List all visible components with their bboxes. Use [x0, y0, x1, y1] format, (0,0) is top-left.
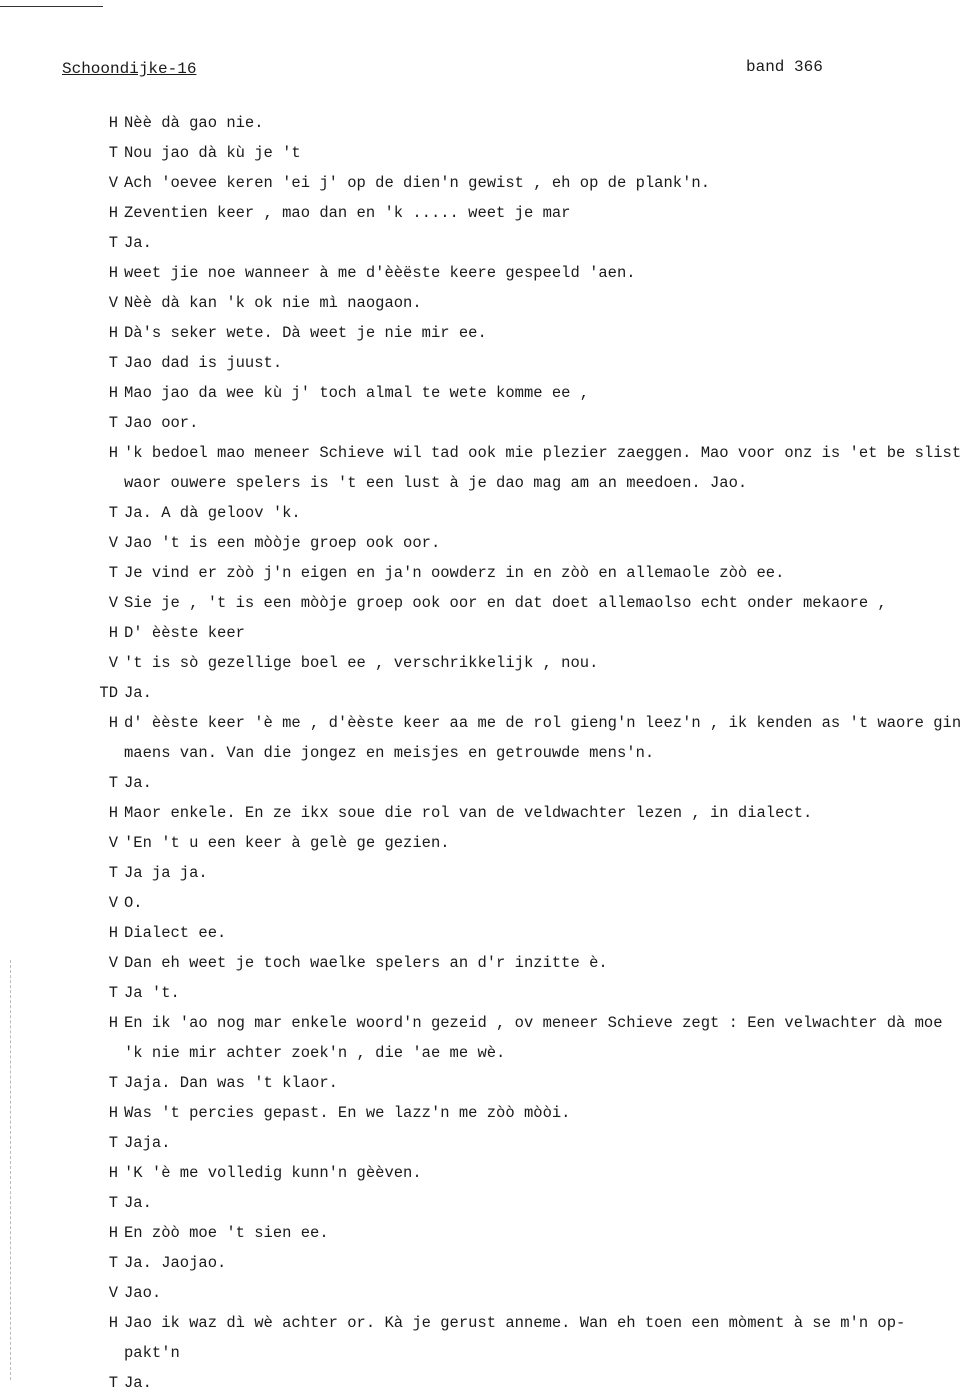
speaker-label: V	[108, 534, 118, 552]
speaker-label: T	[108, 234, 118, 252]
transcript-line	[0, 408, 973, 438]
utterance-text: Jao 't is een mòòje groep ook oor.	[124, 534, 441, 552]
utterance-text: Ja.	[124, 234, 152, 252]
speaker-label: V	[108, 894, 118, 912]
speaker-label: V	[108, 594, 118, 612]
speaker-label: T	[108, 144, 118, 162]
utterance-text: D' èèste keer	[124, 624, 245, 642]
transcript-line	[0, 1218, 973, 1248]
transcript-line	[0, 138, 973, 168]
speaker-label: H	[108, 1224, 118, 1242]
utterance-text: Was 't percies gepast. En we lazz'n me zòò mòòi.	[124, 1104, 571, 1122]
utterance-text: 'En 't u een keer à gelè ge gezien.	[124, 834, 450, 852]
speaker-label: T	[108, 504, 118, 522]
transcript-line	[0, 1098, 973, 1128]
speaker-label: H	[108, 1314, 118, 1332]
transcript-line	[0, 978, 973, 1008]
utterance-text: Ja 't.	[124, 984, 180, 1002]
transcript-line	[0, 588, 973, 618]
speaker-label: T	[108, 1374, 118, 1392]
utterance-text: En ik 'ao nog mar enkele woord'n gezeid , ov meneer Schieve zegt : Een velwachter dà moe 'k nie mir achter zoek'n , die 'ae me wè.	[124, 1014, 943, 1062]
speaker-label: V	[108, 1284, 118, 1302]
transcript-line	[0, 648, 973, 678]
transcript-line	[0, 378, 973, 408]
speaker-label: T	[108, 1254, 118, 1272]
speaker-label: T	[108, 1134, 118, 1152]
utterance-text: Je vind er zòò j'n eigen en ja'n oowderz in en zòò en allemaole zòò ee.	[124, 564, 785, 582]
speaker-label: T	[108, 864, 118, 882]
speaker-label: H	[108, 924, 118, 942]
speaker-label: TD	[99, 684, 118, 702]
speaker-label: H	[108, 714, 118, 732]
speaker-label: T	[108, 1074, 118, 1092]
speaker-label: T	[108, 1194, 118, 1212]
transcript-line	[0, 678, 973, 708]
utterance-text: En zòò moe 't sien ee.	[124, 1224, 329, 1242]
band-number: band 366	[746, 58, 823, 76]
speaker-label: T	[108, 984, 118, 1002]
speaker-label: V	[108, 294, 118, 312]
transcript-line	[0, 1368, 973, 1398]
transcript-line	[0, 768, 973, 798]
speaker-label: H	[108, 324, 118, 342]
utterance-text: Jao dad is juust.	[124, 354, 283, 372]
speaker-label: H	[108, 804, 118, 822]
utterance-text: Dan eh weet je toch waelke spelers an d'r inzitte è.	[124, 954, 608, 972]
utterance-text: Dà's seker wete. Dà weet je nie mir ee.	[124, 324, 487, 342]
utterance-text: 't is sò gezellige boel ee , verschrikkelijk , nou.	[124, 654, 599, 672]
transcript-line	[0, 258, 973, 288]
utterance-text: Jaja.	[124, 1134, 171, 1152]
speaker-label: H	[108, 114, 118, 132]
speaker-label: H	[108, 264, 118, 282]
transcript-line	[0, 558, 973, 588]
transcript-line	[0, 1278, 973, 1308]
document-title: Schoondijke-16	[62, 60, 197, 78]
utterance-text: Ja. A dà geloov 'k.	[124, 504, 301, 522]
utterance-text: Ja.	[124, 1374, 152, 1392]
transcript-line	[0, 288, 973, 318]
utterance-text: Nèè dà kan 'k ok nie mì naogaon.	[124, 294, 422, 312]
utterance-text: Ja.	[124, 1194, 152, 1212]
utterance-text: O.	[124, 894, 143, 912]
speaker-label: H	[108, 1164, 118, 1182]
transcript-line	[0, 798, 973, 828]
transcript-line	[0, 528, 973, 558]
utterance-text: Nou jao dà kù je 't	[124, 144, 301, 162]
transcript-line	[0, 498, 973, 528]
speaker-label: H	[108, 444, 118, 462]
utterance-text: d' èèste keer 'è me , d'èèste keer aa me de rol gieng'n leez'n , ik kenden as 't waore gin maens van. Van die jongez en meisjes en getrouwde mens'n.	[124, 714, 962, 762]
speaker-label: H	[108, 1104, 118, 1122]
utterance-text: Jaja. Dan was 't klaor.	[124, 1074, 338, 1092]
transcript-line	[0, 438, 973, 498]
speaker-label: H	[108, 1014, 118, 1032]
transcript	[0, 108, 973, 1398]
transcript-line	[0, 1188, 973, 1218]
utterance-text: Ja ja ja.	[124, 864, 208, 882]
utterance-text: Jao.	[124, 1284, 162, 1302]
transcript-line	[0, 828, 973, 858]
utterance-text: Jao oor.	[124, 414, 199, 432]
speaker-label: T	[108, 414, 118, 432]
transcript-line	[0, 1068, 973, 1098]
speaker-label: H	[108, 384, 118, 402]
transcript-line	[0, 708, 973, 768]
utterance-text: Ja.	[124, 684, 152, 702]
speaker-label: H	[108, 204, 118, 222]
transcript-line	[0, 948, 973, 978]
transcript-line	[0, 198, 973, 228]
speaker-label: T	[108, 354, 118, 372]
utterance-text: Nèè dà gao nie.	[124, 114, 264, 132]
transcript-line	[0, 168, 973, 198]
utterance-text: Ja.	[124, 774, 152, 792]
transcript-line	[0, 1308, 973, 1368]
speaker-label: V	[108, 954, 118, 972]
speaker-label: V	[108, 174, 118, 192]
speaker-label: T	[108, 564, 118, 582]
transcript-line	[0, 618, 973, 648]
utterance-text: Jao ik waz dì wè achter or. Kà je gerust anneme. Wan eh toen een mòment à se m'n op- pakt'n	[124, 1314, 906, 1362]
transcript-line	[0, 1008, 973, 1068]
utterance-text: weet jie noe wanneer à me d'èèëste keere gespeeld 'aen.	[124, 264, 636, 282]
transcript-line	[0, 918, 973, 948]
transcript-line	[0, 1158, 973, 1188]
transcript-line	[0, 108, 973, 138]
utterance-text: Zeventien keer , mao dan en 'k ..... weet je mar	[124, 204, 571, 222]
utterance-text: 'k bedoel mao meneer Schieve wil tad ook mie plezier zaeggen. Mao voor onz is 'et be slist waor ouwere spelers is 't een lust à je dao mag am an meedoen. Jao.	[124, 444, 962, 492]
utterance-text: Mao jao da wee kù j' toch almal te wete komme ee ,	[124, 384, 590, 402]
transcript-line	[0, 318, 973, 348]
utterance-text: Ach 'oevee keren 'ei j' op de dien'n gewist , eh op de plank'n.	[124, 174, 710, 192]
utterance-text: Ja. Jaojao.	[124, 1254, 227, 1272]
transcript-line	[0, 858, 973, 888]
speaker-label: H	[108, 624, 118, 642]
speaker-label: V	[108, 654, 118, 672]
utterance-text: 'K 'è me volledig kunn'n gèèven.	[124, 1164, 422, 1182]
transcript-line	[0, 1128, 973, 1158]
transcript-line	[0, 228, 973, 258]
transcript-line	[0, 348, 973, 378]
utterance-text: Sie je , 't is een mòòje groep ook oor en dat doet allemaolso echt onder mekaore ,	[124, 594, 887, 612]
speaker-label: T	[108, 774, 118, 792]
utterance-text: Dialect ee.	[124, 924, 227, 942]
speaker-label: V	[108, 834, 118, 852]
transcript-line	[0, 1248, 973, 1278]
utterance-text: Maor enkele. En ze ikx soue die rol van de veldwachter lezen , in dialect.	[124, 804, 813, 822]
top-rule	[0, 6, 103, 7]
transcript-line	[0, 888, 973, 918]
